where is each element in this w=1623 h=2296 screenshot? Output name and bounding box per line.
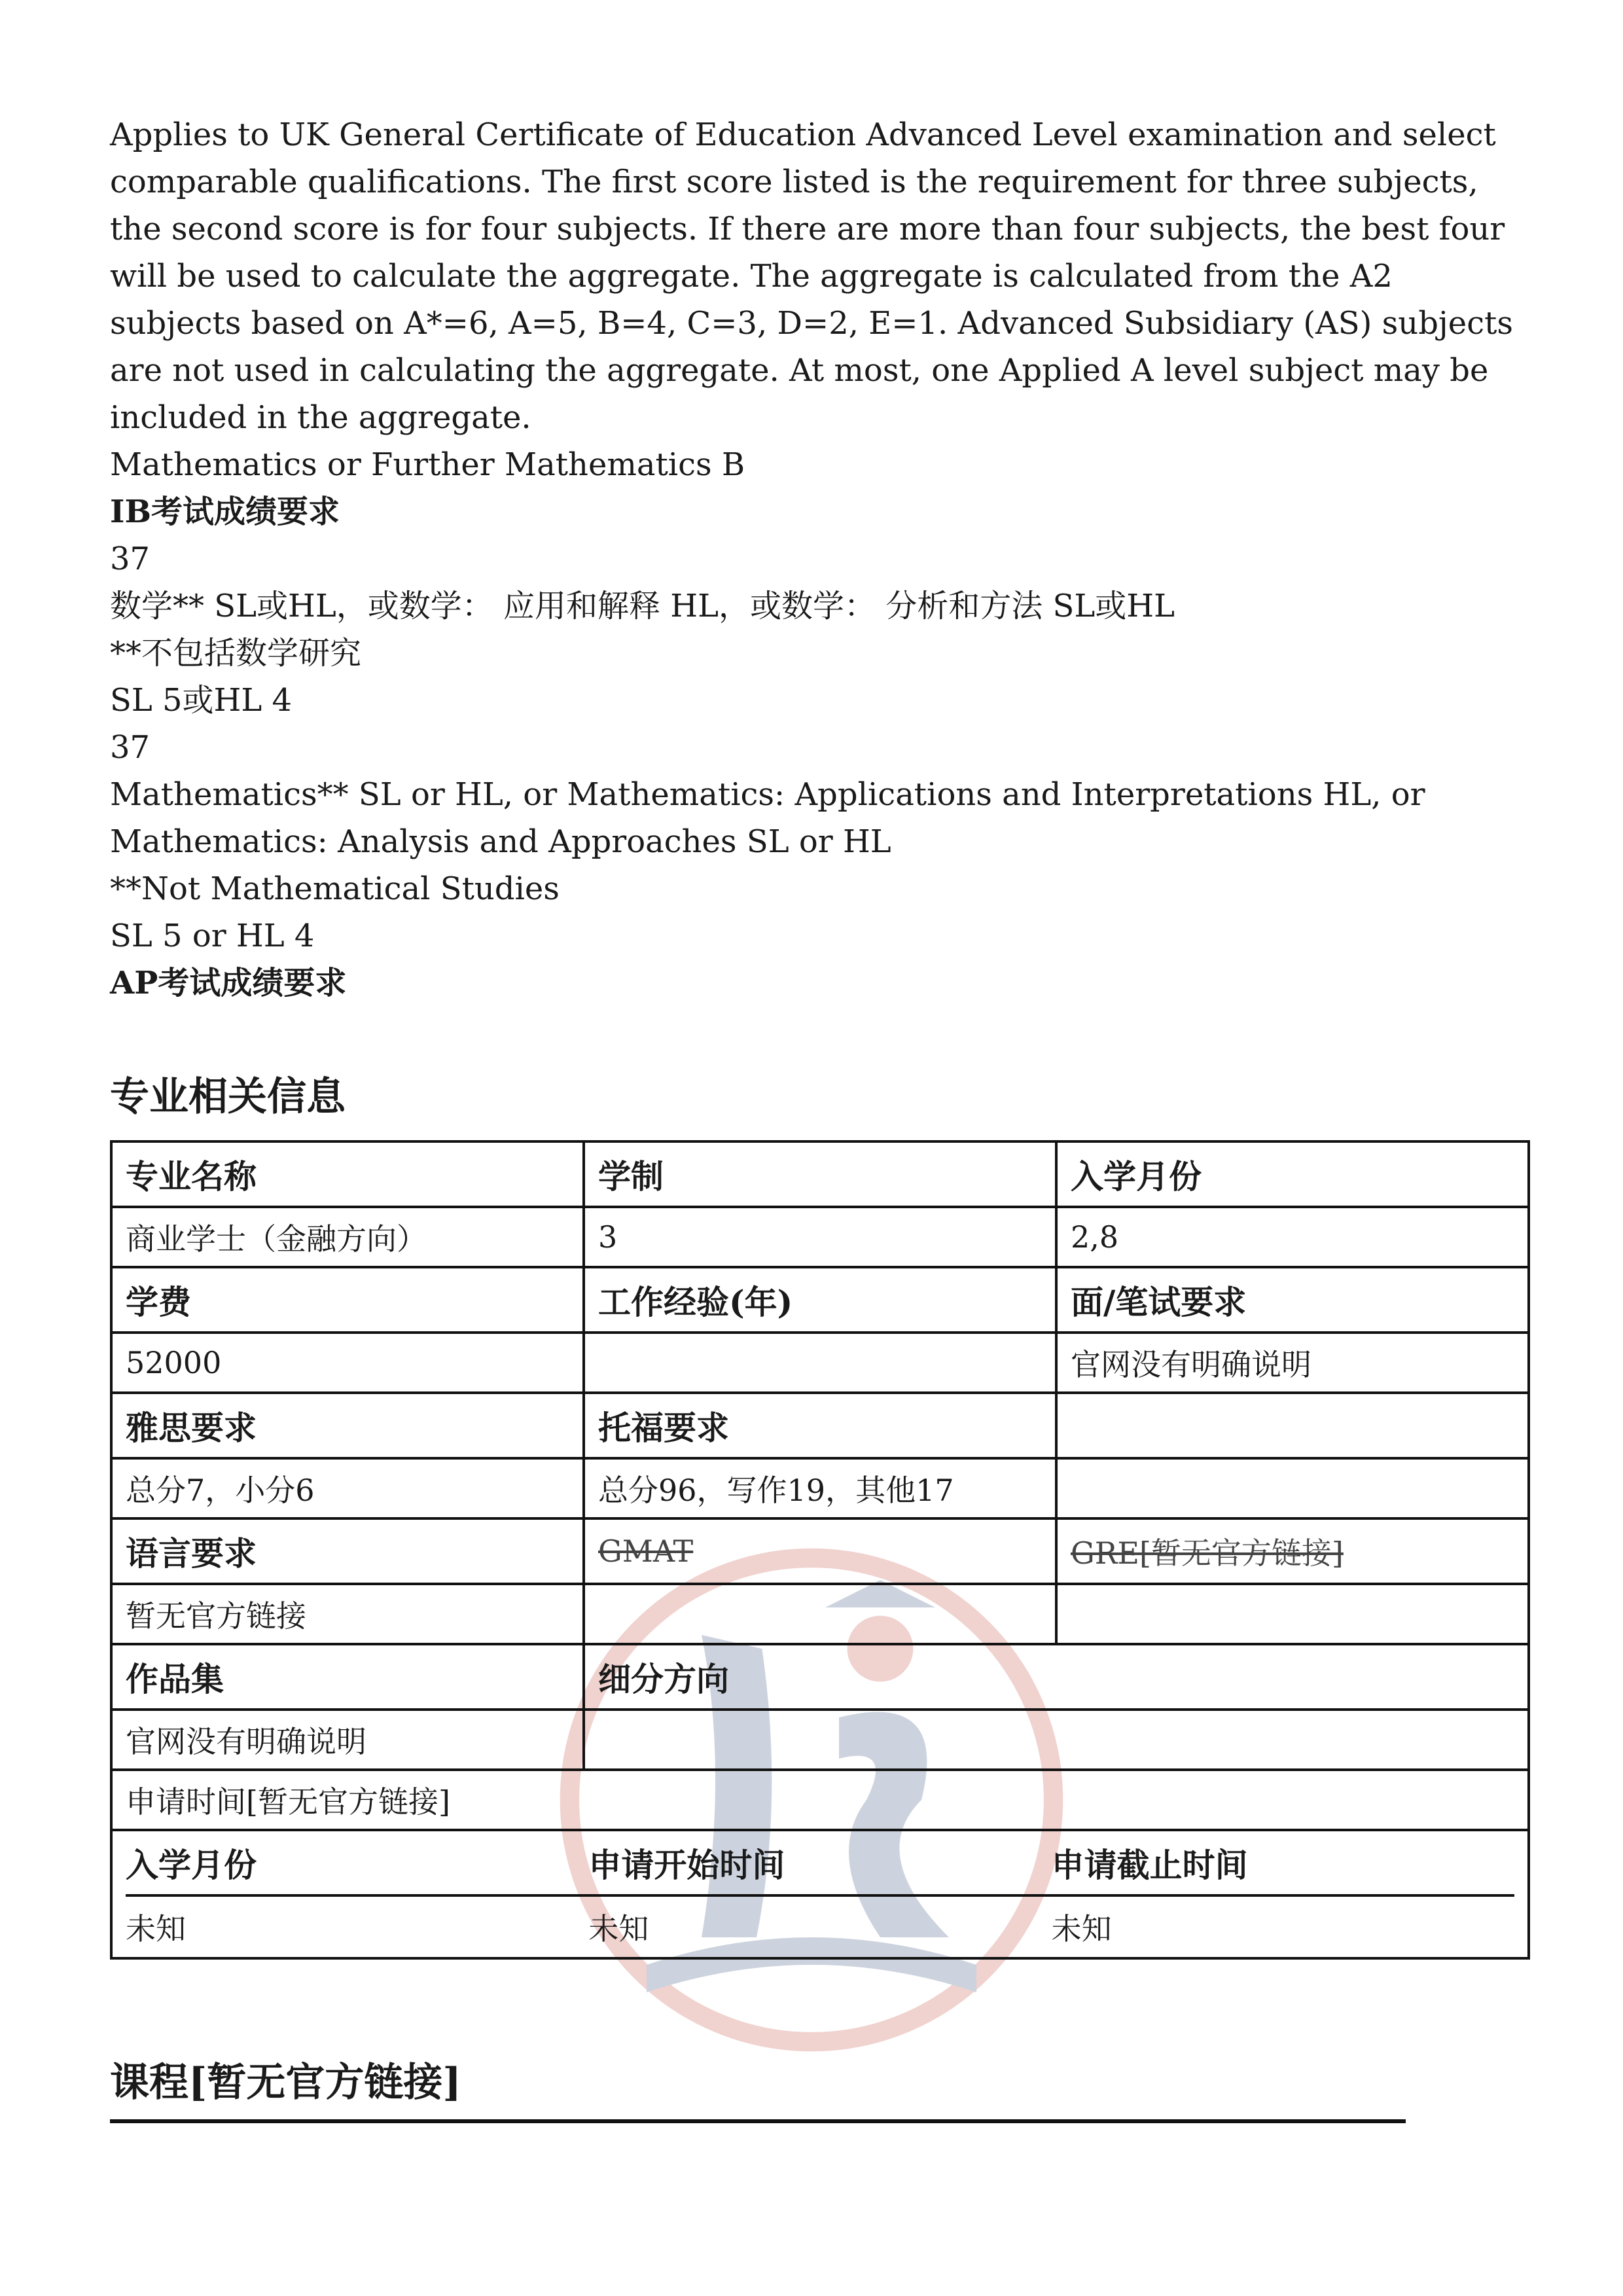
ib-subject-cn: 数学** SL或HL，或数学： 应用和解释 HL，或数学： 分析和方法 SL或HL (110, 588, 1175, 624)
ib-level-cn: SL 5或HL 4 (110, 682, 293, 719)
label-tuition: 学费 (111, 1267, 584, 1333)
application-time-label: 申请时间[暂无官方链接] (111, 1770, 1529, 1830)
application-timeline (111, 1830, 1529, 1958)
value-toefl: 总分96，写作19，其他17 (584, 1458, 1056, 1518)
value-major-name: 商业学士（金融方向） (111, 1207, 584, 1267)
label-toefl: 托福要求 (584, 1393, 1056, 1458)
label-specialization: 细分方向 (584, 1644, 1529, 1710)
label-duration: 学制 (584, 1141, 1056, 1207)
label-work-experience: 工作经验(年) (584, 1267, 1056, 1333)
value-portfolio: 官网没有明确说明 (111, 1710, 584, 1770)
value-tuition: 52000 (111, 1333, 584, 1393)
ib-score-en: 37 (110, 729, 151, 766)
empty-value-cell (1056, 1458, 1529, 1518)
timeline-header-start: 申请开始时间 (588, 1831, 1051, 1895)
ib-score-cn: 37 (110, 541, 151, 577)
ib-subject-en: Mathematics** SL or HL, or Mathematics: Applications and Interpretations HL, or Mathematics: Analysis and Approaches SL or HL (110, 776, 1425, 860)
value-ielts: 总分7，小分6 (111, 1458, 584, 1518)
timeline-header-intake: 入学月份 (126, 1831, 588, 1895)
value-gre (1056, 1584, 1529, 1644)
timeline-value-intake: 未知 (126, 1911, 186, 1946)
ib-note-en: **Not Mathematical Studies (110, 870, 560, 907)
timeline-header-deadline: 申请截止时间 (1052, 1831, 1514, 1895)
a-level-note: Applies to UK General Certificate of Education Advanced Level examination and select comparable qualifications. The first score listed is the requirement for three subjects, the second score is for four subjects. If there are more than four subjects, the best four will be used to calculate the aggregate. The aggregate is calculated from the A2 subjects based on A*=6, A=5, B=4, C=3, D=2, E=1. Advanced Subsidiary (AS) subjects are not used in calculating the aggregate. At most, one Applied A level subject may be included in the aggregate. (110, 117, 1514, 436)
a-level-subject: Mathematics or Further Mathematics B (110, 446, 745, 483)
timeline-value-deadline: 未知 (1051, 1911, 1112, 1946)
course-title: 课程[暂无官方链接] (110, 2051, 1406, 2123)
ib-heading: IB考试成绩要求 (110, 493, 340, 530)
label-gre: GRE[暂无官方链接] (1056, 1518, 1529, 1584)
value-gmat (584, 1584, 1056, 1644)
value-intake: 2,8 (1056, 1207, 1529, 1267)
value-duration: 3 (584, 1207, 1056, 1267)
label-major-name: 专业名称 (111, 1141, 584, 1207)
value-interview: 官网没有明确说明 (1056, 1333, 1529, 1393)
major-info-title: 专业相关信息 (110, 1074, 346, 1120)
timeline-value-start: 未知 (588, 1911, 649, 1946)
label-language: 语言要求 (111, 1518, 584, 1584)
major-info-table (110, 1140, 1530, 1960)
label-interview: 面/笔试要求 (1056, 1267, 1529, 1333)
value-work-experience (584, 1333, 1056, 1393)
label-ielts: 雅思要求 (111, 1393, 584, 1458)
ib-note-cn: **不包括数学研究 (110, 635, 362, 672)
ib-level-en: SL 5 or HL 4 (110, 918, 315, 954)
label-intake: 入学月份 (1056, 1141, 1529, 1207)
ap-heading: AP考试成绩要求 (110, 965, 347, 1001)
admission-requirements (110, 111, 1530, 1007)
label-gmat: GMAT (584, 1518, 1056, 1584)
value-language: 暂无官方链接 (111, 1584, 584, 1644)
value-specialization (584, 1710, 1529, 1770)
empty-header-cell (1056, 1393, 1529, 1458)
label-portfolio: 作品集 (111, 1644, 584, 1710)
timeline-table (126, 1831, 1514, 1957)
